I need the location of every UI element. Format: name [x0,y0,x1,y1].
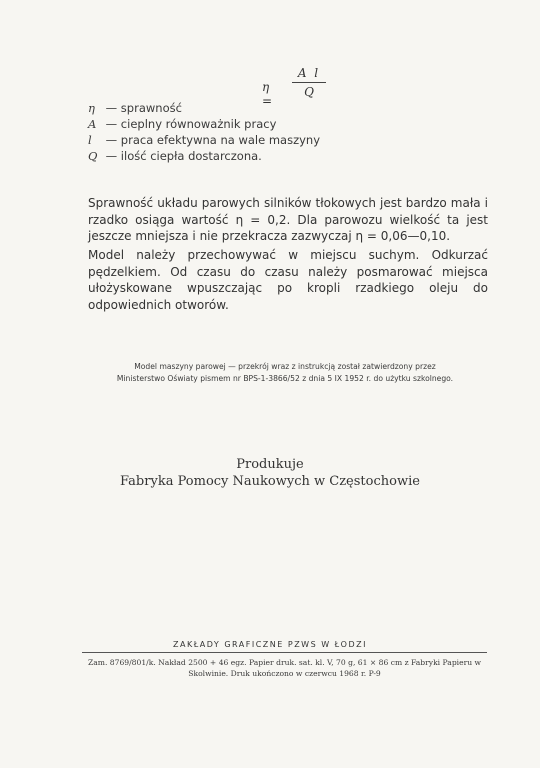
legend-symbol: A [88,117,97,131]
legend-row [88,100,320,116]
legend-text: — sprawność [105,101,182,115]
symbol-legend [88,100,320,164]
legend-row [88,116,320,132]
formula-numerator: A l [297,66,321,80]
maintenance-paragraph: Model należy przechowywać w miejscu suchym. Odkurzać pędzelkiem. Od czasu do czasu należy posmarować miejsca ułożyskowane wpuszczając po kropli rzadkiego oleju do odpowiednich otworów. [88,248,488,312]
formula-fraction [292,66,326,99]
producer-label: Produkuje [236,457,304,472]
legend-symbol: Q [88,149,98,163]
legend-text: — cieplny równoważnik pracy [105,117,277,131]
formula-lhs: η = [262,80,273,108]
legend-text: — ilość ciepła dostarczona. [105,149,262,163]
print-details: Zam. 8769/801/k. Nakład 2500 + 46 egz. Papier druk. sat. kl. V, 70 g, 61 × 86 cm z Fabryki Papieru w Skolwinie. Druk ukończono w czerwcu 1968 r. P-9 [87,658,482,678]
efficiency-paragraph: Sprawność układu parowych silników tłokowych jest bardzo mała i rzadko osiąga wartość η = 0,2. Dla parowozu wielkość ta jest jeszcze mniejsza i nie przekracza zazwyczaj η = 0,06—0,10. [88,196,488,243]
formula-denominator: Q [304,85,314,99]
fraction-bar [292,82,326,83]
approval-note: Model maszyny parowej — przekrój wraz z instrukcją został zatwierdzony przez Ministerstwo Oświaty pismem nr BPS-1-3866/52 z dnia 5 IX 1952 r. do użytku szkolnego. [116,362,454,383]
legend-row [88,132,320,148]
legend-symbol: η [88,101,95,115]
printer-heading: ZAKŁADY GRAFICZNE PZWS W ŁODZI [173,640,367,649]
legend-row [88,148,320,164]
legend-text: — praca efektywna na wale maszyny [105,133,321,147]
footer-divider [82,652,487,653]
legend-symbol: l [88,133,92,147]
producer-name: Fabryka Pomocy Naukowych w Częstochowie [120,474,420,489]
